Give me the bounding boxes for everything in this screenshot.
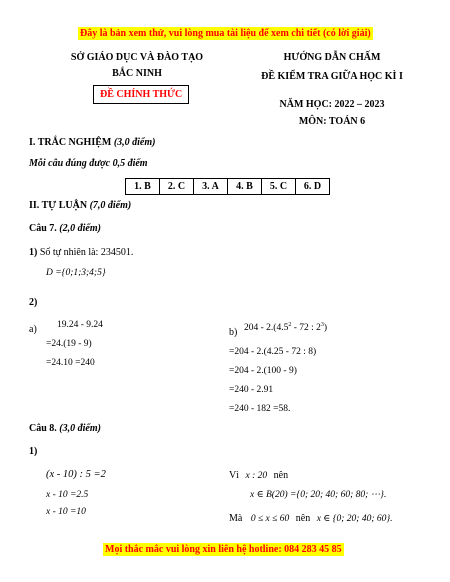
q8-therefore-1: nên — [273, 470, 289, 481]
section-1-heading — [29, 137, 155, 148]
grading-guide-title: HƯỚNG DẪN CHẤM — [283, 52, 381, 63]
q8-right-line1 — [229, 470, 288, 481]
q7-part2-number: 2) — [29, 297, 38, 308]
answer-cell-1: 1. B — [126, 179, 160, 195]
q7-points: (2,0 điểm) — [59, 223, 101, 234]
q8-left-line1: (x - 10) : 5 =2 — [46, 469, 106, 480]
q8-solution-set: x ∈ {0; 20; 40; 60}. — [316, 514, 393, 524]
section-1-title: I. TRẮC NGHIỆM — [29, 137, 112, 148]
q8-divisibility: x : 20 — [245, 471, 268, 481]
school-year: NĂM HỌC: 2022 – 2023 — [279, 99, 385, 110]
answer-cell-2: 2. C — [160, 179, 194, 195]
q8-left-line3: x - 10 =10 — [46, 507, 86, 517]
answer-row — [126, 179, 330, 195]
section-2-points: (7,0 điểm) — [89, 200, 132, 211]
q7-b-expr-end: ) — [323, 323, 328, 334]
section-2-heading — [29, 200, 131, 211]
q7-b-line3: =240 - 2.91 — [229, 385, 274, 395]
q7-a-line2: =24.(19 - 9) — [46, 339, 92, 349]
section-1-note: Mỗi câu đúng được 0,5 điểm — [29, 158, 148, 169]
q7-part1-text: Số tự nhiên là: 234501. — [39, 247, 134, 258]
answer-cell-4: 4. B — [228, 179, 262, 195]
q7-part1-set: D ={0;1;3;4;5} — [46, 268, 106, 278]
q7-b-exponent-2: 3 — [320, 322, 324, 328]
q8-right-line2: x ∈ B(20) ={0; 20; 40; 60; 80; ⋯}. — [250, 490, 387, 500]
q8-but: Mà — [229, 513, 243, 524]
q7-part1 — [29, 247, 133, 258]
section-2-title: II. TỰ LUẬN — [29, 200, 88, 211]
q7-part1-number: 1) — [29, 247, 38, 258]
q7-a-line1: 19.24 - 9.24 — [57, 320, 103, 330]
answer-table — [125, 178, 330, 195]
province-name: BẮC NINH — [112, 68, 162, 79]
q7-b-expression — [244, 322, 327, 333]
q7-heading — [29, 223, 101, 234]
q7-b-expr-mid: - 72 : 2 — [291, 323, 321, 334]
q8-part1-number: 1) — [29, 446, 38, 457]
subject: MÔN: TOÁN 6 — [298, 116, 366, 127]
q7-a-label: a) — [29, 324, 37, 335]
q7-a-line3: =24.10 =240 — [46, 358, 95, 368]
q8-left-line2: x - 10 =2.5 — [46, 490, 89, 500]
q8-points: (3,0 điểm) — [59, 423, 101, 434]
bottom-banner: Mọi thắc mắc vui lòng xin liên hệ hotline: 084 283 45 85 — [105, 544, 342, 555]
answer-cell-5: 5. C — [262, 179, 296, 195]
q7-b-label: b) — [229, 327, 238, 338]
q7-b-line1: =204 - 2.(4.25 - 72 : 8) — [229, 347, 317, 357]
q8-heading — [29, 423, 101, 434]
q7-b-exponent-1: 2 — [288, 322, 292, 328]
answer-cell-3: 3. A — [194, 179, 228, 195]
q8-because: Vì — [229, 470, 239, 481]
department-name: SỞ GIÁO DỤC VÀ ĐÀO TẠO — [70, 52, 204, 63]
q7-label: Câu 7. — [29, 223, 57, 234]
q8-right-line3 — [229, 513, 393, 524]
official-stamp: ĐỀ CHÍNH THỨC — [93, 85, 189, 104]
exam-title: ĐỀ KIỂM TRA GIỮA HỌC KÌ I — [261, 71, 403, 82]
q8-label: Câu 8. — [29, 423, 57, 434]
section-1-points: (3,0 điểm) — [113, 137, 156, 148]
top-banner: Đây là bản xem thử, vui lòng mua tài liệu để xem chi tiết (có lời giải) — [80, 28, 371, 39]
q7-b-expr-start: 204 - 2.(4.5 — [244, 323, 289, 334]
q7-b-line4: =240 - 182 =58. — [229, 404, 291, 414]
answer-cell-6: 6. D — [296, 179, 330, 195]
q8-range: 0 ≤ x ≤ 60 — [250, 514, 290, 524]
q7-b-line2: =204 - 2.(100 - 9) — [229, 366, 297, 376]
q8-therefore-2: nên — [295, 513, 311, 524]
